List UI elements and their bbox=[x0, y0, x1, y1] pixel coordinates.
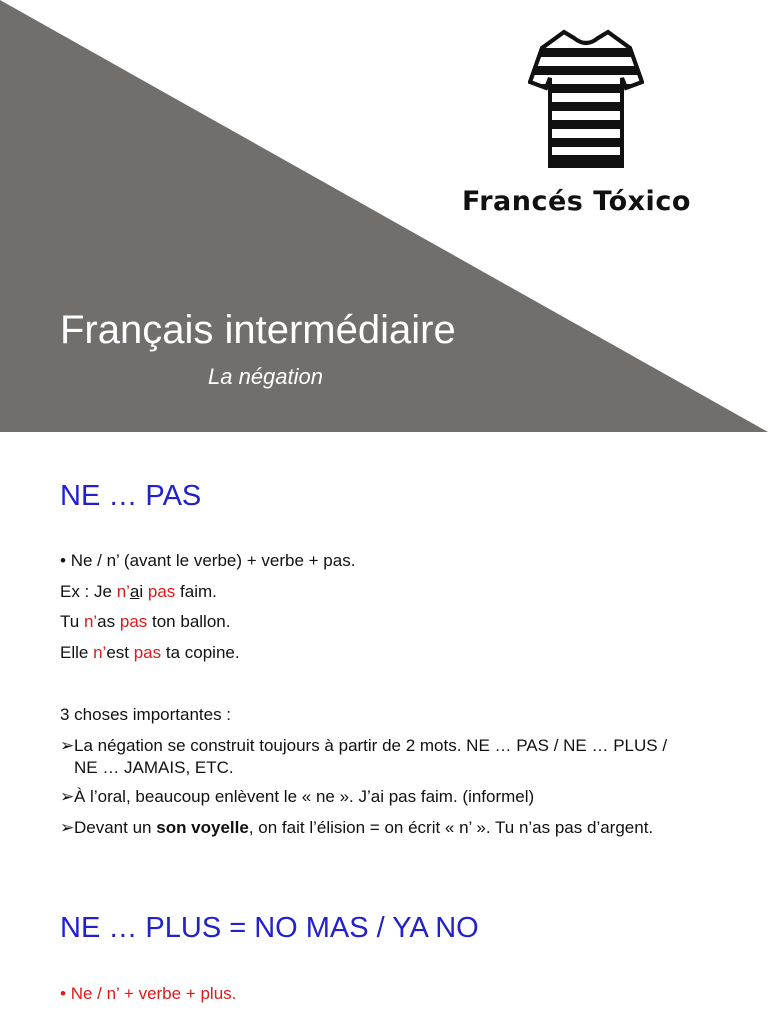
arrow-bullet-icon: ➢ bbox=[60, 818, 75, 837]
important-point-1-continued: NE … JAMAIS, ETC. bbox=[74, 758, 234, 777]
point-text: À l’oral, beaucoup enlèvent le « ne ». J’ai pas faim. (informel) bbox=[74, 787, 535, 806]
example-text: faim. bbox=[175, 582, 217, 601]
striped-shirt-icon bbox=[528, 28, 644, 170]
point-text: Devant un bbox=[74, 818, 157, 837]
example-text: ton ballon. bbox=[147, 612, 231, 631]
important-point-3 bbox=[60, 818, 653, 838]
section-heading-ne-plus: NE … PLUS = NO MAS / YA NO bbox=[60, 912, 479, 944]
negation-word: pas bbox=[133, 643, 162, 662]
page-subtitle: La négation bbox=[208, 364, 323, 389]
brand-name: Francés Tóxico bbox=[462, 186, 691, 217]
example-text: Elle bbox=[60, 643, 94, 662]
important-point-2 bbox=[60, 787, 534, 807]
important-title: 3 choses importantes : bbox=[60, 705, 232, 724]
negation-word: n’ bbox=[93, 643, 107, 662]
example-text: as bbox=[97, 612, 120, 631]
arrow-bullet-icon: ➢ bbox=[60, 736, 75, 755]
bullet: • bbox=[60, 551, 66, 570]
point-text: , on fait l’élision = on écrit « n’ ». Tu n’as pas d’argent. bbox=[248, 818, 654, 837]
negation-word: pas bbox=[147, 582, 176, 601]
example-text: est bbox=[106, 643, 134, 662]
section-heading-ne-pas: NE … PAS bbox=[60, 480, 202, 512]
negation-word: n’ bbox=[83, 612, 98, 631]
rule-ne-plus bbox=[60, 984, 236, 1004]
example-text: a bbox=[129, 582, 140, 601]
page-title: Français intermédiaire bbox=[60, 308, 456, 352]
negation-word: n’ bbox=[116, 582, 130, 601]
example-line bbox=[60, 582, 217, 602]
rule-ne-pas bbox=[60, 551, 355, 571]
example-text: Ex : Je bbox=[60, 582, 117, 601]
important-point-1 bbox=[60, 736, 667, 756]
rule-text: Ne / n’ + verbe + plus. bbox=[70, 984, 237, 1003]
bullet: • bbox=[60, 984, 66, 1003]
negation-word: pas bbox=[119, 612, 148, 631]
example-line bbox=[60, 612, 230, 632]
example-text: ta copine. bbox=[161, 643, 240, 662]
example-line bbox=[60, 643, 240, 663]
example-text: i bbox=[139, 582, 148, 601]
rule-text: Ne / n’ (avant le verbe) + verbe + pas. bbox=[70, 551, 356, 570]
point-text: La négation se construit toujours à partir de 2 mots. NE … PAS / NE … PLUS / bbox=[74, 736, 668, 755]
point-emphasis: son voyelle bbox=[156, 818, 249, 837]
arrow-bullet-icon: ➢ bbox=[60, 787, 75, 806]
example-text: Tu bbox=[60, 612, 84, 631]
